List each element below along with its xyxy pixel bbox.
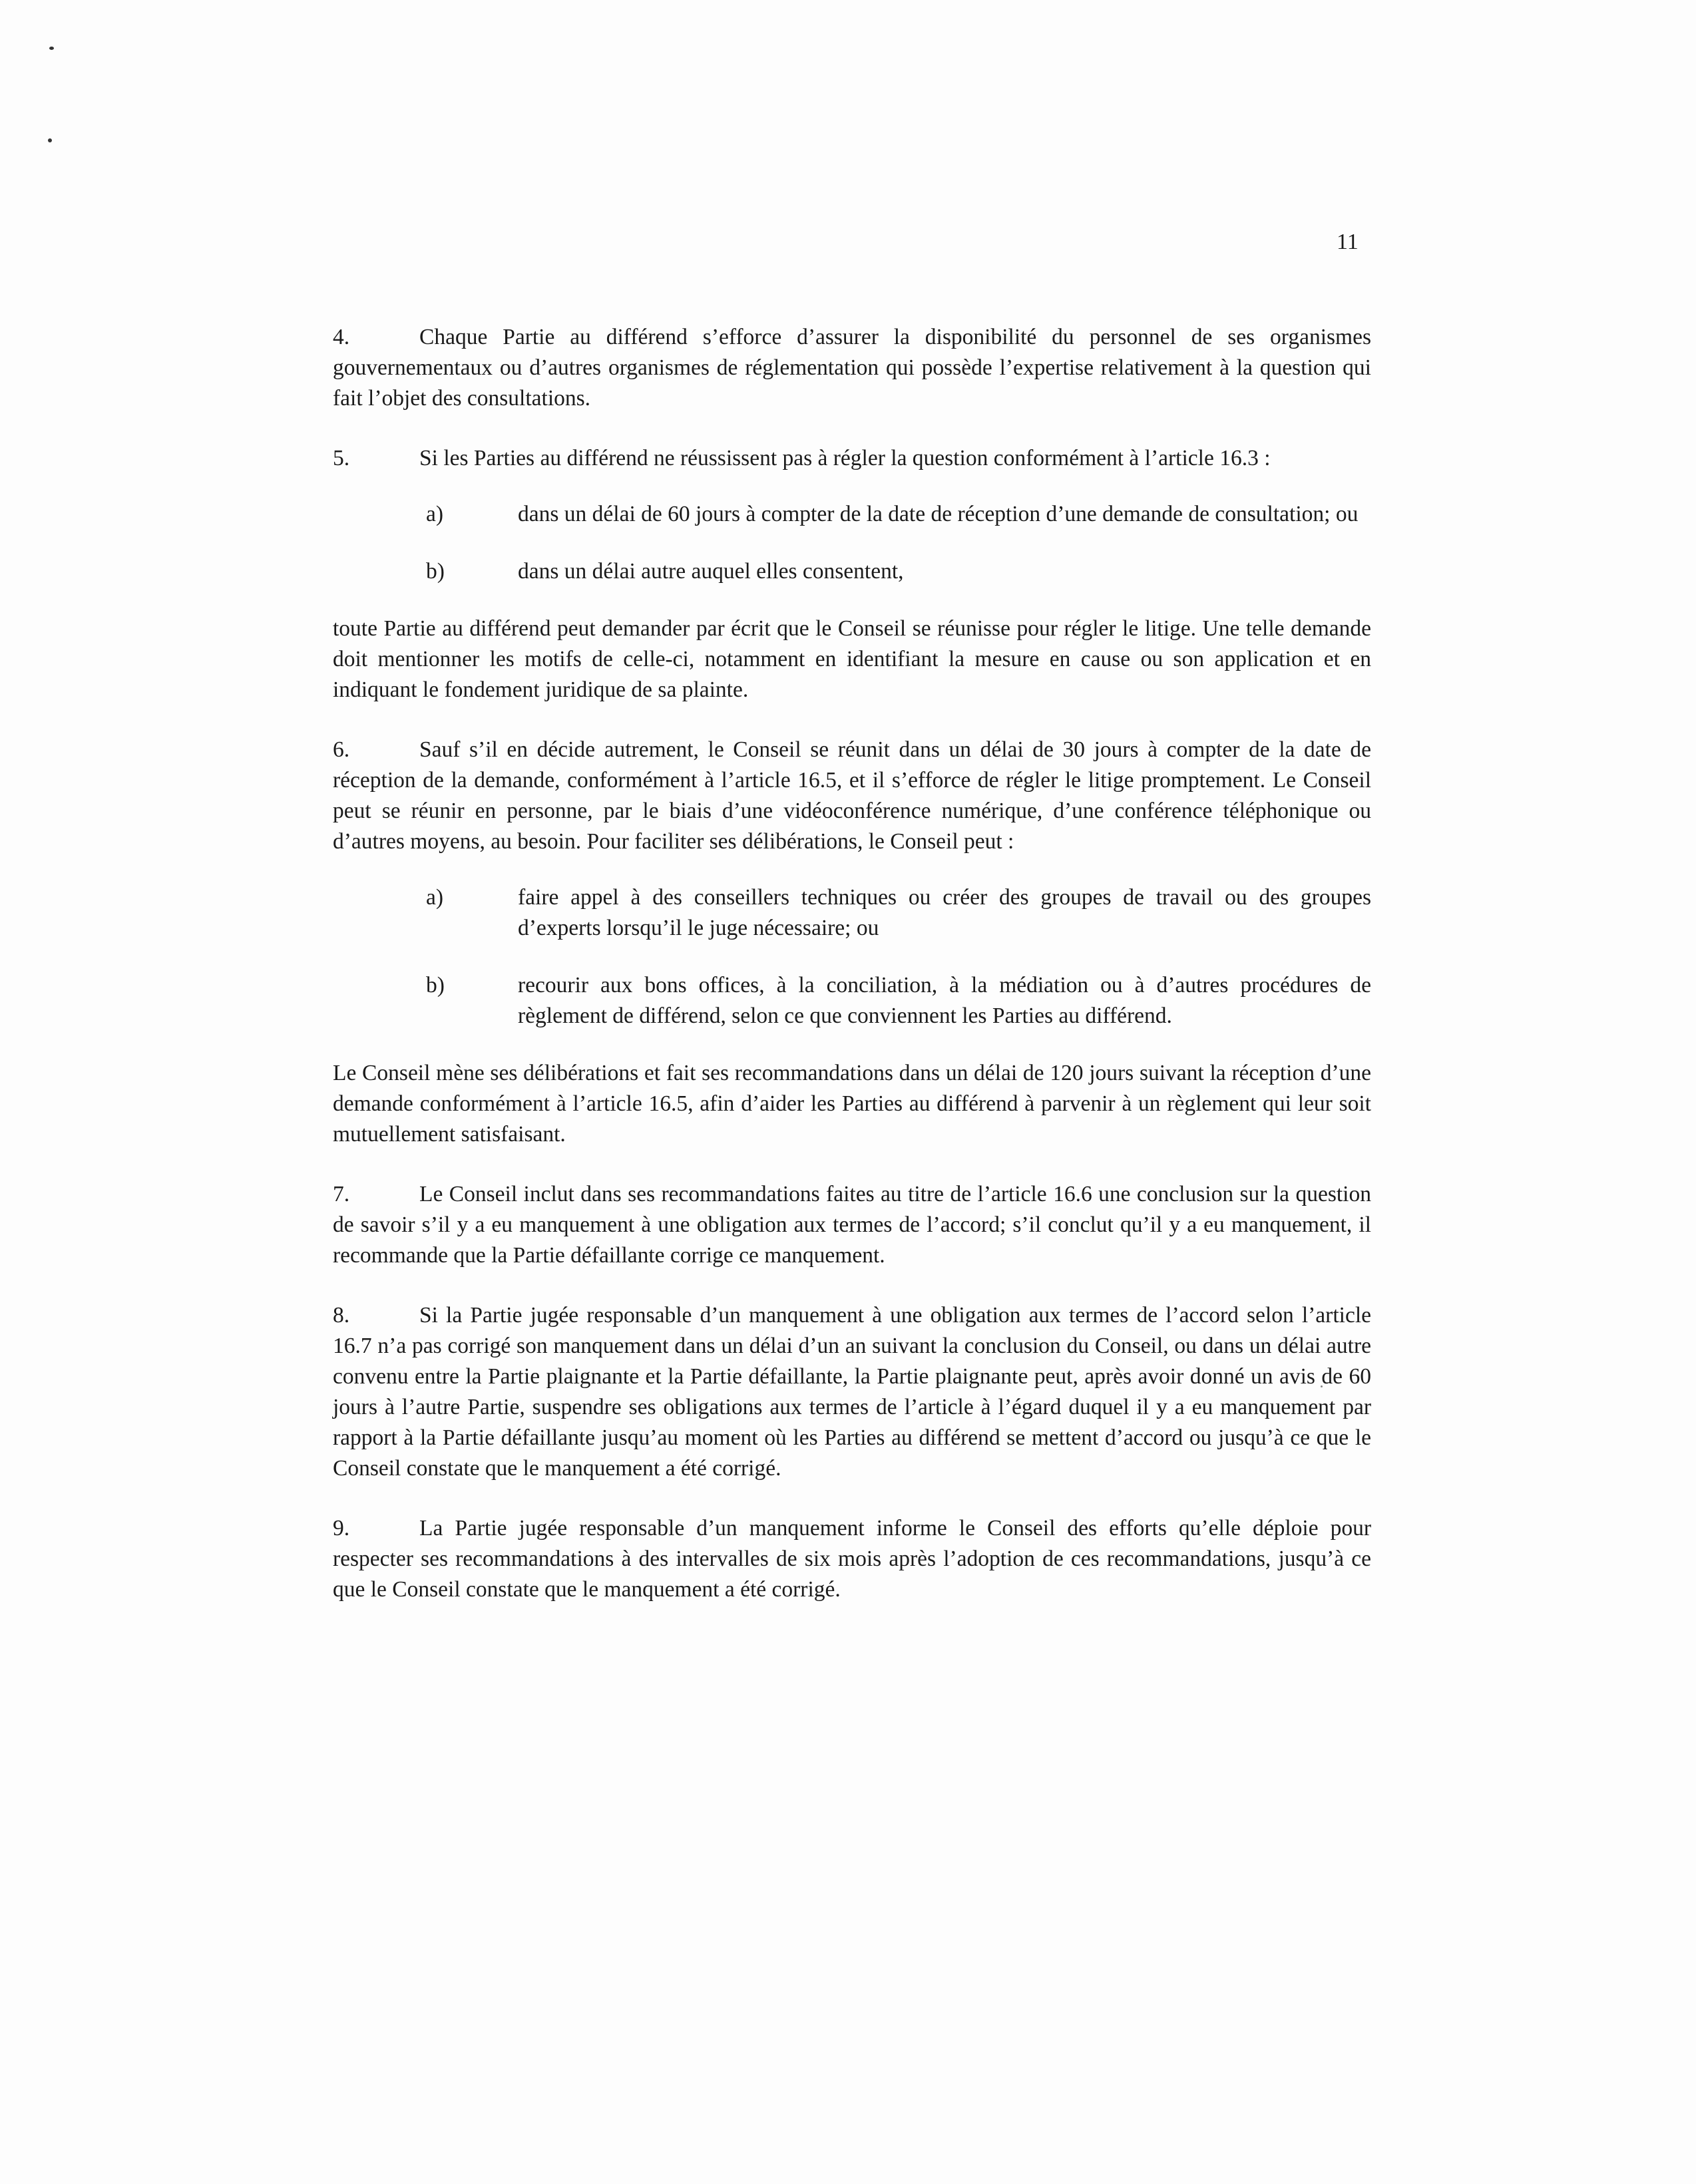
paragraph-number: 4. <box>333 325 350 349</box>
subparagraph-letter: a) <box>426 502 444 526</box>
paragraph-text: Le Conseil inclut dans ses recommandations faites au titre de l’article 16.6 une conclusion sur la question de savoir s’il y a eu manquement à une obligation aux termes de l’accord; s’il conclut qu’il y a eu manquement, il recommande que la Partie défaillante corrige ce manquement. <box>333 1182 1371 1268</box>
paragraph-7 <box>333 1179 1371 1271</box>
subparagraph-text: dans un délai autre auquel elles consentent, <box>518 559 904 584</box>
page-number: 11 <box>1337 230 1359 254</box>
subparagraph-text: recourir aux bons offices, à la conciliation, à la médiation ou à d’autres procédures de règlement de différend, selon ce que conviennent les Parties au différend. <box>518 973 1371 1028</box>
subparagraph-letter: b) <box>426 973 445 998</box>
subparagraph-text: faire appel à des conseillers techniques ou créer des groupes de travail ou des groupes d’experts lorsqu’il le juge nécessaire; ou <box>518 885 1371 940</box>
subparagraph-5a <box>333 499 1371 530</box>
paragraph-text: La Partie jugée responsable d’un manquement informe le Conseil des efforts qu’elle déploie pour respecter ses recommandations à des intervalles de six mois après l’adoption de ces recommandations, jusqu’à ce que le Conseil constate que le manquement a été corrigé. <box>333 1516 1371 1602</box>
paragraph-4 <box>333 322 1371 414</box>
subparagraph-6b <box>333 970 1371 1031</box>
scan-speck <box>49 47 54 50</box>
paragraph-6 <box>333 735 1371 857</box>
paragraph-text: Si la Partie jugée responsable d’un manquement à une obligation aux termes de l’accord selon l’article 16.7 n’a pas corrigé son manquement dans un délai d’un an suivant la conclusion du Conseil, ou dans un délai autre convenu entre la Partie plaignante et la Partie défaillante, la Partie plaignante peut, après avoir donné un avis de 60 jours à l’autre Partie, suspendre ses obligations aux termes de l’article à l’égard duquel il y a eu manquement par rapport à la Partie défaillante jusqu’au moment où les Parties au différend se mettent d’accord ou jusqu’à ce que le Conseil constate que le manquement a été corrigé. <box>333 1303 1371 1481</box>
paragraph-number: 8. <box>333 1303 350 1328</box>
paragraph-5 <box>333 443 1371 474</box>
paragraph-text: Chaque Partie au différend s’efforce d’assurer la disponibilité du personnel de ses organismes gouvernementaux ou d’autres organismes de réglementation qui possède l’expertise relativement à la question qui fait l’objet des consultations. <box>333 325 1371 411</box>
document-body <box>333 322 1371 1634</box>
paragraph-number: 7. <box>333 1182 350 1206</box>
paragraph-number: 9. <box>333 1516 350 1541</box>
paragraph-text: Sauf s’il en décide autrement, le Conseil se réunit dans un délai de 30 jours à compter de la date de réception de la demande, conformément à l’article 16.5, et il s’efforce de régler le litige promptement. Le Conseil peut se réunir en personne, par le biais d’une vidéoconférence numérique, d’une conférence téléphonique ou d’autres moyens, au besoin. Pour faciliter ses délibérations, le Conseil peut : <box>333 737 1371 854</box>
subparagraph-5b <box>333 556 1371 587</box>
scan-speck <box>48 138 52 142</box>
paragraph-number: 6. <box>333 737 350 762</box>
paragraph-9 <box>333 1513 1371 1605</box>
paragraph-5-continuation: toute Partie au différend peut demander par écrit que le Conseil se réunisse pour régler le litige. Une telle demande doit mentionner les motifs de celle-ci, notamment en identifiant la mesure en cause ou son application et en indiquant le fondement juridique de sa plainte. <box>333 616 1371 702</box>
subparagraph-letter: b) <box>426 559 445 584</box>
paragraph-6-continuation: Le Conseil mène ses délibérations et fait ses recommandations dans un délai de 120 jours suivant la réception d’une demande conformément à l’article 16.5, afin d’aider les Parties au différend à parvenir à un règlement qui leur soit mutuellement satisfaisant. <box>333 1061 1371 1147</box>
subparagraph-letter: a) <box>426 885 444 910</box>
paragraph-text: Si les Parties au différend ne réussissent pas à régler la question conformément à l’article 16.3 : <box>419 446 1271 470</box>
paragraph-number: 5. <box>333 446 350 470</box>
subparagraph-text: dans un délai de 60 jours à compter de la date de réception d’une demande de consultation; ou <box>518 502 1359 526</box>
paragraph-8 <box>333 1300 1371 1484</box>
subparagraph-6a <box>333 882 1371 944</box>
